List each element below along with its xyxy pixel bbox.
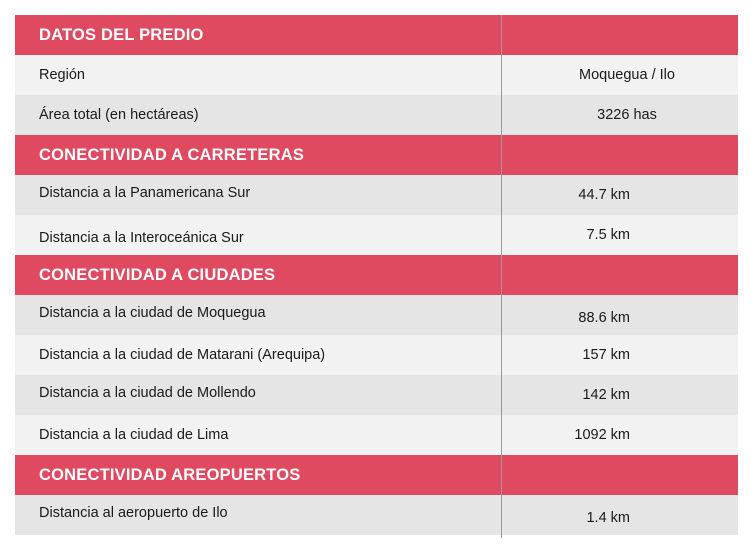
row-label: Distancia a la ciudad de Lima — [39, 427, 229, 443]
row-value: 157 km — [582, 347, 630, 363]
row-label: Distancia a la Interoceánica Sur — [39, 230, 244, 246]
row-value: 88.6 km — [578, 310, 630, 326]
table-row — [15, 415, 738, 455]
row-value: 1.4 km — [586, 510, 630, 526]
table-row — [15, 375, 738, 415]
row-label: Distancia a la ciudad de Matarani (Arequipa) — [39, 347, 326, 363]
table-row — [15, 95, 738, 135]
column-divider — [501, 15, 502, 538]
section-title: CONECTIVIDAD AREOPUERTOS — [39, 466, 301, 484]
row-value: Moquegua / Ilo — [579, 67, 675, 83]
section-title: CONECTIVIDAD A CARRETERAS — [39, 146, 305, 164]
row-label: Distancia a la Panamericana Sur — [39, 185, 251, 201]
section-header-aeropuertos — [15, 455, 738, 495]
section-header-datos-predio — [15, 15, 738, 55]
table-row — [15, 295, 738, 335]
table-row — [15, 175, 738, 215]
row-value: 3226 has — [597, 107, 657, 123]
row-label: Distancia a la ciudad de Moquegua — [39, 305, 266, 321]
section-header-carreteras — [15, 135, 738, 175]
row-label: Área total (en hectáreas) — [39, 107, 199, 123]
info-table — [15, 15, 738, 535]
row-value: 44.7 km — [578, 187, 630, 203]
section-title: CONECTIVIDAD A CIUDADES — [39, 266, 276, 284]
row-value: 1092 km — [574, 427, 630, 443]
row-label: Distancia a la ciudad de Mollendo — [39, 385, 256, 401]
table-row — [15, 335, 738, 375]
row-label: Región — [39, 67, 85, 83]
section-header-ciudades — [15, 255, 738, 295]
row-value: 142 km — [582, 387, 630, 403]
row-value: 7.5 km — [586, 227, 630, 243]
row-label: Distancia al aeropuerto de Ilo — [39, 505, 228, 521]
table-row — [15, 215, 738, 255]
table-row — [15, 55, 738, 95]
table-row — [15, 495, 738, 535]
section-title: DATOS DEL PREDIO — [39, 26, 204, 44]
